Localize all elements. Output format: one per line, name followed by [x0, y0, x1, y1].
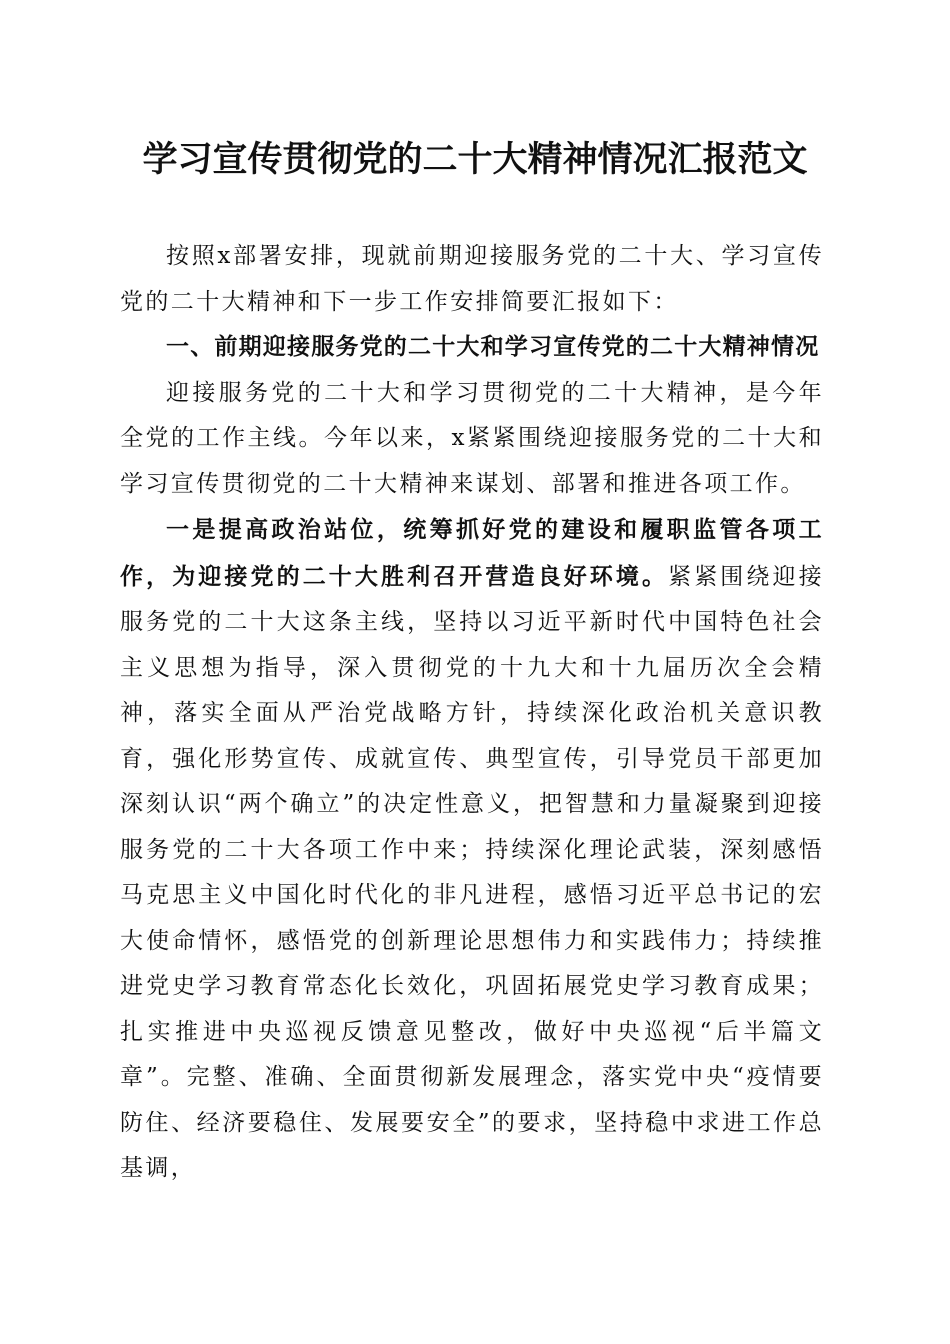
body-paragraph: 迎接服务党的二十大和学习贯彻党的二十大精神，是今年全党的工作主线。今年以来，x紧紧围绕迎接服务党的二十大和学习宣传贯彻党的二十大精神来谋划、部署和推进各项工作。 [120, 379, 824, 497]
document-title: 学习宣传贯彻党的二十大精神情况汇报范文 [142, 139, 808, 180]
document-body [120, 234, 824, 1192]
section-heading: 一、前期迎接服务党的二十大和学习宣传党的二十大精神情况 [166, 334, 820, 360]
paragraph-text: 紧紧围绕迎接服务党的二十大这条主线，坚持以习近平新时代中国特色社会主义思想为指导，深入贯彻党的十九大和十九届历次全会精神，落实全面从严治党战略方针，持续深化政治机关意识教育，强化形势宣传、成就宣传、典型宣传，引导党员干部更加深刻认识“两个确立”的决定性意义，把智慧和力量凝聚到迎接服务党的二十大各项工作中来；持续深化理论武装，深刻感悟马克思主义中国化时代化的非凡进程，感悟习近平总书记的宏大使命情怀，感悟党的创新理论思想伟力和实践伟力；持续推进党史学习教育常态化长效化，巩固拓展党史学习教育成果；扎实推进中央巡视反馈意见整改，做好中央巡视“后半篇文章”。完整、准确、全面贯彻新发展理念，落实党中央“疫情要防住、经济要稳住、发展要安全”的要求，坚持稳中求进工作总基调， [120, 563, 824, 1181]
body-paragraph-2 [120, 507, 824, 1192]
paragraph-lead: 一是提高政治站位，统筹抓好党的建设和履职监管各项工作，为迎接党的二十大胜利召开营造良好环境。 [120, 516, 824, 590]
intro-paragraph: 按照x部署安排，现就前期迎接服务党的二十大、学习宣传党的二十大精神和下一步工作安排简要汇报如下： [120, 243, 824, 315]
